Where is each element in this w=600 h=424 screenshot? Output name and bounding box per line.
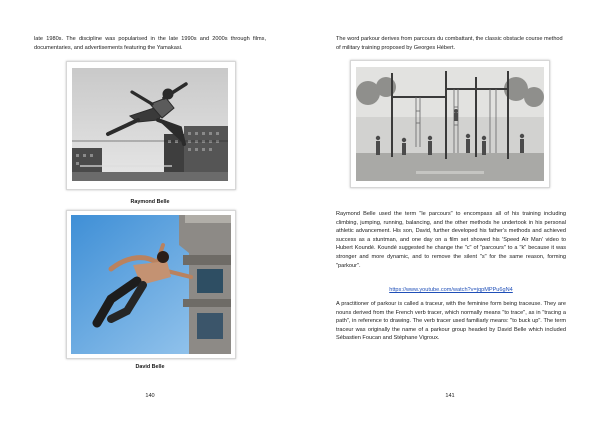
obstacle-course-photo xyxy=(350,60,550,188)
raymond-belle-caption: Raymond Belle xyxy=(130,199,170,205)
page-number-right: 141 xyxy=(445,393,455,399)
right-paragraph-1: Raymond Belle used the term "le parcours" to encompass all of his training including climbing, jumping, running, balancing, and the other methods he undertook in his personal athletic advancement. His son, David, further developed his father's methods and achieved success as a stuntman, and one day on a film set showed his 'Speed Air Man' video to Hubert Koundé. Koundé suggested he change the "c" of "parcours" to a "k" because it was stronger and more dynamic, and to remove the silent "s" for the same reason, forming "parkour". xyxy=(336,211,566,269)
right-top-text: The word parkour derives from parcours du combattant, the classic obstacle course method of military training proposed by Georges Hébert. xyxy=(336,36,563,51)
youtube-link[interactable]: https://www.youtube.com/watch?v=jqpMPPu6gN4 xyxy=(389,287,513,293)
page-number-left: 140 xyxy=(145,393,155,399)
right-paragraph-2: A practitioner of parkour is called a traceur, with the feminine form being traceuse. They are nouns derived from the French verb tracer, which normally means "to trace", as in "tracing a path", in reference to drawing. The verb tracer used familiarly means: "to buck up". The term traceur was originally the name of a parkour group headed by David Belle which included Sébastien Foucan and Stéphane Vigroux. xyxy=(336,301,566,342)
right-page xyxy=(300,0,600,424)
david-belle-photo xyxy=(66,210,236,359)
left-top-text: late 1980s. The discipline was popularised in the late 1990s and 2000s through films, documentaries, and advertisements featuring the Yamakasi. xyxy=(34,36,266,51)
raymond-belle-photo xyxy=(66,61,236,190)
david-belle-caption: David Belle xyxy=(135,364,165,370)
